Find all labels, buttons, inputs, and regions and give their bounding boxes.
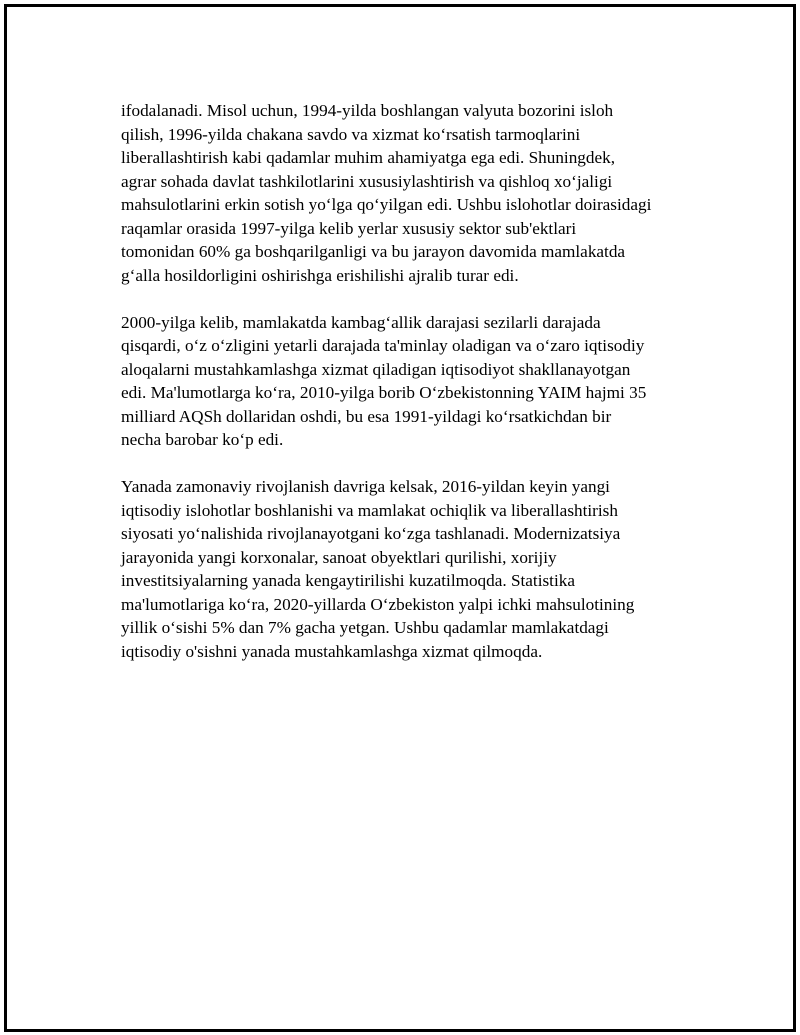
paragraph-3 bbox=[121, 475, 707, 663]
text-line: iqtisodiy o'sishni yanada mustahkamlashga xizmat qilmoqda. bbox=[121, 641, 543, 661]
text-line: jarayonida yangi korxonalar, sanoat obyektlari qurilishi, xorijiy bbox=[121, 547, 557, 567]
text-line: yillik o‘sishi 5% dan 7% gacha yetgan. Ushbu qadamlar mamlakatdagi bbox=[121, 618, 609, 637]
text-line: aloqalarni mustahkamlashga xizmat qiladigan iqtisodiyot shakllanayotgan bbox=[121, 359, 631, 379]
text-line: siyosati yo‘nalishida rivojlanayotgani ko‘zga tashlanadi. Modernizatsiya bbox=[121, 524, 621, 543]
document-body bbox=[121, 99, 707, 687]
text-line: edi. Ma'lumotlarga ko‘ra, 2010-yilga borib O‘zbekistonning YAIM hajmi 35 bbox=[121, 383, 647, 402]
text-line: investitsiyalarning yanada kengaytirilishi kuzatilmoqda. Statistika bbox=[121, 571, 575, 590]
text-line: qisqardi, o‘z o‘zligini yetarli darajada ta'minlay oladigan va o‘zaro iqtisodiy bbox=[121, 336, 645, 355]
text-line: necha barobar ko‘p edi. bbox=[121, 430, 284, 449]
text-line: iqtisodiy islohotlar boshlanishi va mamlakat ochiqlik va liberallashtirish bbox=[121, 500, 618, 520]
text-line: mahsulotlarini erkin sotish yo‘lga qo‘yilgan edi. Ushbu islohotlar doirasidagi bbox=[121, 195, 652, 214]
text-line: milliard AQSh dollaridan oshdi, bu esa 1991-yildagi ko‘rsatkichdan bir bbox=[121, 406, 612, 426]
text-line: qilish, 1996-yilda chakana savdo va xizmat ko‘rsatish tarmoqlarini bbox=[121, 124, 581, 144]
paragraph-2 bbox=[121, 311, 707, 452]
text-line: agrar sohada davlat tashkilotlarini xususiylashtirish va qishloq xo‘jaligi bbox=[121, 171, 613, 191]
text-line: ma'lumotlariga ko‘ra, 2020-yillarda O‘zbekiston yalpi ichki mahsulotining bbox=[121, 594, 635, 614]
text-line: 2000-yilga kelib, mamlakatda kambag‘allik darajasi sezilarli darajada bbox=[121, 312, 601, 332]
text-line: tomonidan 60% ga boshqarilganligi va bu jarayon davomida mamlakatda bbox=[121, 242, 626, 261]
text-line: Yanada zamonaviy rivojlanish davriga kelsak, 2016-yildan keyin yangi bbox=[121, 477, 610, 496]
text-line: g‘alla hosildorligini oshirishga erishilishi ajralib turar edi. bbox=[121, 265, 519, 285]
page-frame bbox=[4, 4, 796, 1032]
text-line: liberallashtirish kabi qadamlar muhim ahamiyatga ega edi. Shuningdek, bbox=[121, 148, 616, 167]
text-line: raqamlar orasida 1997-yilga kelib yerlar xususiy sektor sub'ektlari bbox=[121, 218, 577, 238]
text-line: ifodalanadi. Misol uchun, 1994-yilda boshlangan valyuta bozorini isloh bbox=[121, 101, 614, 120]
paragraph-1 bbox=[121, 99, 707, 287]
